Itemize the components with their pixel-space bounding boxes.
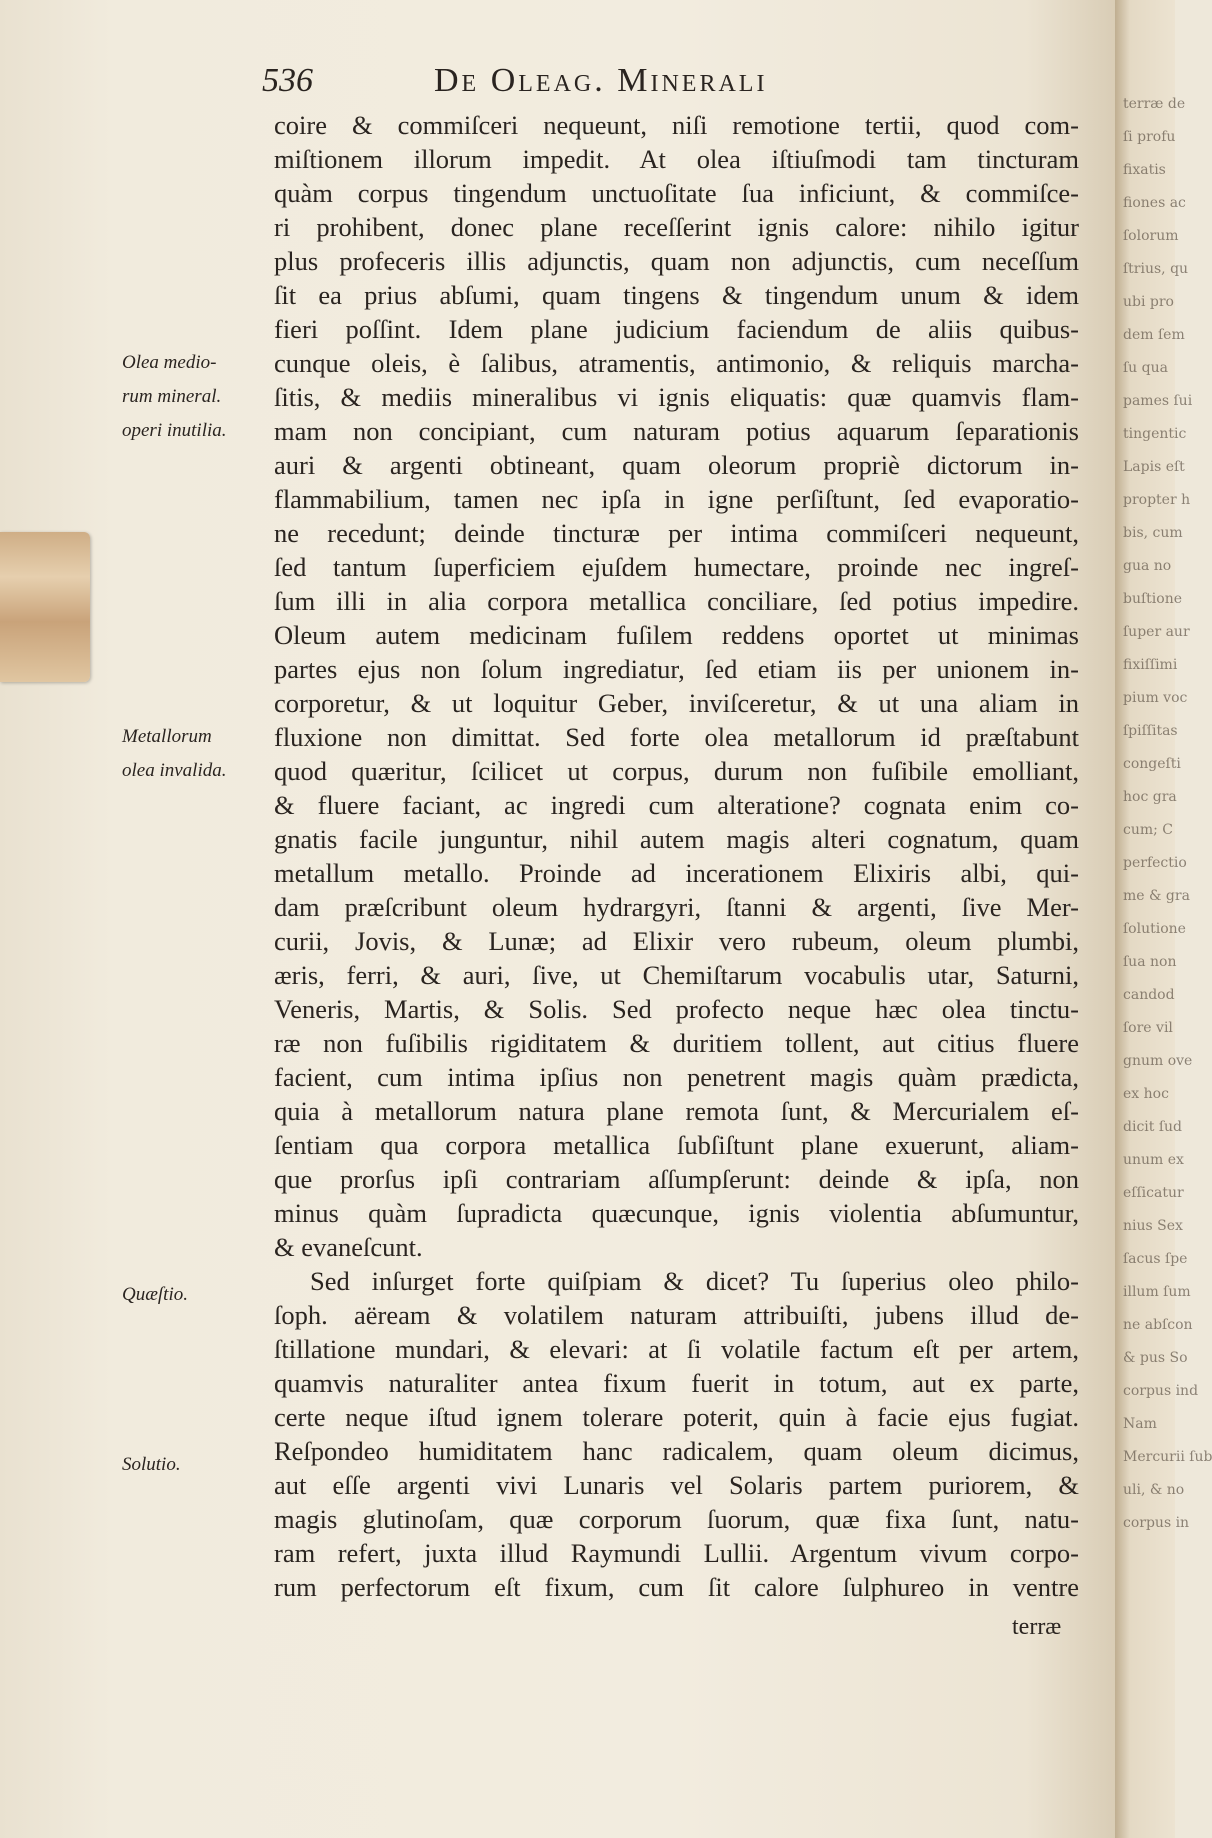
text-line: æris, ferri, & auri, ſive, ut Chemiſtarum vocabulis utar, Saturni, (274, 960, 1079, 990)
text-line: metallum metallo. Proinde ad incerationem Elixiris albi, qui- (274, 858, 1079, 888)
facing-fragment: ubi pro (1123, 294, 1174, 310)
text-line: quàm corpus tingendum unctuoſitate ſua inficiunt, & commiſce- (274, 178, 1079, 208)
facing-fragment: uli, & no (1123, 1482, 1185, 1498)
facing-fragment: me & gra (1123, 888, 1190, 904)
facing-fragment: buſtione (1123, 591, 1182, 607)
text-line: ri prohibent, donec plane receſſerint ignis calore: nihilo igitur (274, 212, 1079, 242)
text-line: miſtionem illorum impedit. At olea iſtiuſmodi tam tincturam (274, 144, 1079, 174)
margin-note-line: operi inutilia. (122, 420, 227, 441)
text-line: mam non concipiant, cum naturam potius aquarum ſeparationis (274, 416, 1079, 446)
text-line: aut eſſe argenti vivi Lunaris vel Solaris partem puriorem, & (274, 1470, 1079, 1500)
facing-fragment: Nam (1123, 1416, 1157, 1432)
facing-fragment: ſolorum (1123, 228, 1179, 244)
text-line: fluxione non dimittat. Sed forte olea metallorum id præſtabunt (274, 722, 1079, 752)
text-line: cunque oleis, è ſalibus, atramentis, antimonio, & reliquis marcha- (274, 348, 1079, 378)
facing-fragment: bis, cum (1123, 525, 1183, 541)
page-header (262, 62, 1082, 106)
text-line: plus profeceris illis adjunctis, quam non adjunctis, cum neceſſum (274, 246, 1079, 276)
text-line: certe neque iſtud ignem tolerare poterit, quin à facie ejus fugiat. (274, 1402, 1079, 1432)
facing-fragment: gnum ove (1123, 1053, 1193, 1069)
margin-note-line: Metallorum (122, 726, 212, 747)
facing-fragment: ſi profu (1123, 129, 1176, 145)
text-line: rum perfectorum eſt fixum, cum ſit calore ſulphureo in ventre (274, 1572, 1079, 1602)
text-line: Veneris, Martis, & Solis. Sed profecto neque hæc olea tinctu- (274, 994, 1079, 1024)
facing-fragment: pames ſui (1123, 393, 1193, 409)
margin-note-olea-mediorum (122, 346, 267, 448)
text-line: que prorſus ipſi contrariam aſſumpſerunt: deinde & ipſa, non (274, 1164, 1079, 1194)
facing-fragment: fiones ac (1123, 195, 1186, 211)
text-line: curii, Jovis, & Lunæ; ad Elixir vero rubeum, oleum plumbi, (274, 926, 1079, 956)
facing-fragment: cum; C (1123, 822, 1174, 838)
text-line: ſtillatione mundari, & elevari: at ſi volatile factum eſt per artem, (274, 1334, 1079, 1364)
text-line: Reſpondeo humiditatem hanc radicalem, quam oleum dicimus, (274, 1436, 1079, 1466)
facing-fragment: & pus So (1123, 1350, 1188, 1366)
facing-fragment: ſolutione (1123, 921, 1186, 937)
facing-fragment: illum ſum (1123, 1284, 1191, 1300)
margin-note-line: Olea medio- (122, 352, 217, 373)
facing-fragment: ex hoc (1123, 1086, 1169, 1102)
facing-fragment: ſtrius, qu (1123, 261, 1189, 277)
page-number: 536 (262, 62, 313, 99)
text-line: Sed inſurget forte quiſpiam & dicet? Tu ſuperius oleo philo- (310, 1266, 1079, 1296)
text-line: & fluere faciant, ac ingredi cum alteratione? cognata enim co- (274, 790, 1079, 820)
text-line: ræ non fuſibilis rigiditatem & duritiem tollent, aut citius fluere (274, 1028, 1079, 1058)
margin-note-line: olea invalida. (122, 760, 227, 781)
margin-note-quaestio (122, 1278, 267, 1312)
facing-fragment: fixatis (1123, 162, 1166, 178)
facing-fragment: pium voc (1123, 690, 1188, 706)
text-line: corporetur, & ut loquitur Geber, inviſceretur, & ut una aliam in (274, 688, 1079, 718)
facing-fragment: terræ de (1123, 96, 1186, 112)
text-line: ram refert, juxta illud Raymundi Lullii. Argentum vivum corpo- (274, 1538, 1079, 1568)
facing-fragment: ſu qua (1123, 360, 1168, 376)
running-title: De Oleag. Minerali (434, 62, 768, 99)
text-line: auri & argenti obtineant, quam oleorum propriè dictorum in- (274, 450, 1079, 480)
margin-note-line: Quæſtio. (122, 1284, 188, 1305)
text-line: flammabilium, tamen nec ipſa in igne perſiſtunt, ſed evaporatio- (274, 484, 1079, 514)
margin-note-solutio (122, 1448, 267, 1482)
facing-fragment: ſore vil (1123, 1020, 1173, 1036)
facing-fragment: tingentic (1123, 426, 1187, 442)
text-line: ſoph. aëream & volatilem naturam attribuiſti, jubens illud de- (274, 1300, 1079, 1330)
text-line: facient, cum intima ipſius non penetrent magis quàm prædicta, (274, 1062, 1079, 1092)
margin-note-line: rum mineral. (122, 386, 222, 407)
facing-fragment: fixiſſimi (1123, 657, 1178, 673)
facing-fragment: perfectio (1123, 855, 1187, 871)
body-text (274, 108, 1079, 1604)
text-line: dam præſcribunt oleum hydrargyri, ſtanni & argenti, ſive Mer- (274, 892, 1079, 922)
facing-fragment: eſſicatur (1123, 1185, 1184, 1201)
text-line: ſitis, & mediis mineralibus vi ignis eliquatis: quæ quamvis flam- (274, 382, 1079, 412)
margin-note-metallorum-olea (122, 720, 267, 788)
facing-fragment: ſpiſſitas (1123, 723, 1178, 739)
text-line: ne recedunt; deinde tincturæ per intima commiſceri nequeunt, (274, 518, 1079, 548)
facing-fragment: candod (1123, 987, 1175, 1003)
margin-note-line: Solutio. (122, 1454, 181, 1475)
facing-fragment: unum ex (1123, 1152, 1184, 1168)
catchword: terræ (1012, 1614, 1062, 1640)
text-line: & evaneſcunt. (274, 1232, 423, 1262)
text-line: quod quæritur, ſcilicet ut corpus, durum non fuſibile emolliant, (274, 756, 1079, 786)
facing-fragment: gua no (1123, 558, 1172, 574)
text-line: ſit ea prius abſumi, quam tingens & tingendum unum & idem (274, 280, 1079, 310)
facing-fragment: ne abſcon (1123, 1317, 1193, 1333)
text-line: partes ejus non ſolum ingrediatur, ſed etiam iis per unionem in- (274, 654, 1079, 684)
facing-fragment: Lapis eſt (1123, 459, 1185, 475)
text-line: Oleum autem medicinam fuſilem reddens oportet ut minimas (274, 620, 1079, 650)
facing-fragment: nius Sex (1123, 1218, 1183, 1234)
facing-fragment: ſacus ſpe (1123, 1251, 1188, 1267)
text-line: minus quàm ſupradicta quæcunque, ignis violentia abſumuntur, (274, 1198, 1079, 1228)
text-line: quia à metallorum natura plane remota ſunt, & Mercurialem eſ- (274, 1096, 1079, 1126)
facing-fragment: corpus in (1123, 1515, 1190, 1531)
text-line: fieri poſſint. Idem plane judicium faciendum de aliis quibus- (274, 314, 1079, 344)
text-line: ſum illi in alia corpora metallica conciliare, ſed potius impedire. (274, 586, 1079, 616)
facing-fragment: ſuper aur (1123, 624, 1190, 640)
text-line: quamvis naturaliter antea fixum fuerit in totum, aut ex parte, (274, 1368, 1079, 1398)
text-line: gnatis facile junguntur, nihil autem magis alteri cognatum, quam (274, 824, 1079, 854)
facing-page-edge (1115, 0, 1212, 1838)
text-line: ſentiam qua corpora metallica ſubſiſtunt plane exuerunt, aliam- (274, 1130, 1079, 1160)
text-line: coire & commiſceri nequeunt, niſi remotione tertii, quod com- (274, 110, 1079, 140)
text-line: magis glutinoſam, quæ corporum ſuorum, quæ fixa ſunt, natu- (274, 1504, 1079, 1534)
facing-fragment: dicit ſud (1123, 1119, 1182, 1135)
facing-fragment: dem ſem (1123, 327, 1185, 343)
facing-fragment: Mercurii ſub (1123, 1449, 1212, 1465)
facing-fragment: corpus ind (1123, 1383, 1199, 1399)
paper-tab-marker (0, 532, 90, 682)
facing-fragment: congeſti (1123, 756, 1181, 772)
facing-fragment: hoc gra (1123, 789, 1177, 805)
text-line: ſed tantum ſuperficiem ejuſdem humectare, proinde nec ingreſ- (274, 552, 1079, 582)
facing-fragment: propter h (1123, 492, 1191, 508)
facing-fragment: ſua non (1123, 954, 1177, 970)
